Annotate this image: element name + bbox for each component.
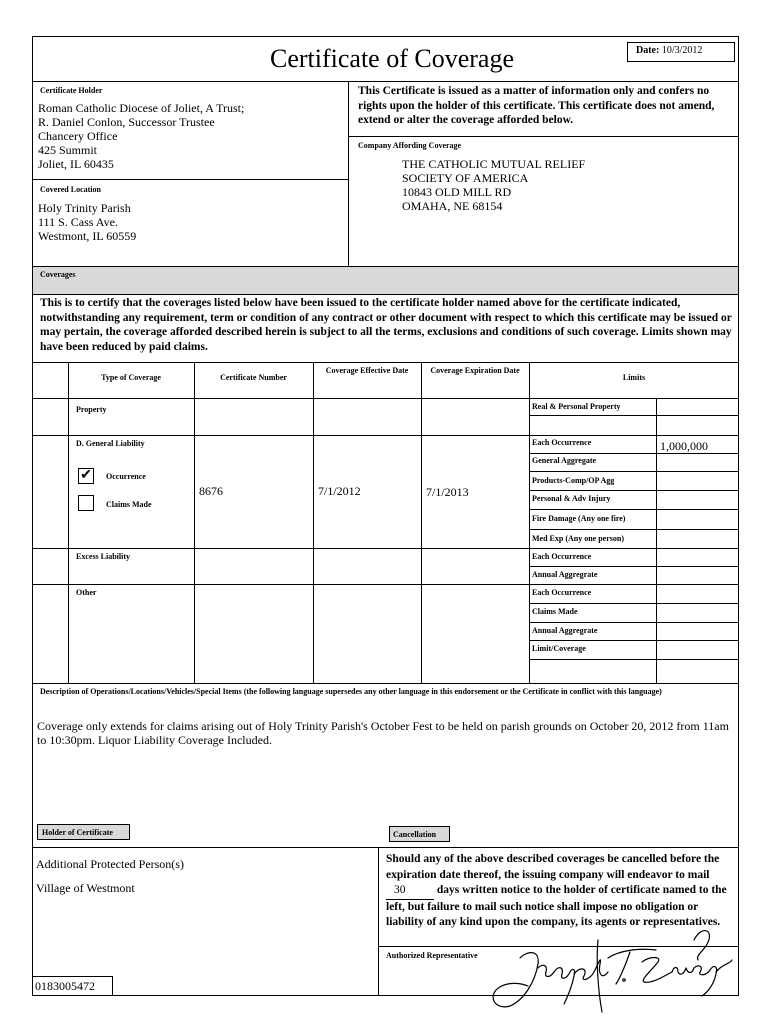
cancellation-part2: days written notice to the holder of certificate named to the left, but failure to mail such notice shall impose no obligation or liability of any kind upon the company, its agents or representatives. bbox=[386, 884, 727, 928]
certificate-notice: This Certificate is issued as a matter of information only and confers no rights upon the holder of this certificate. This certificate does not amend, extend or alter the coverage afforded below. bbox=[358, 85, 715, 126]
occurrence-label: Occurrence bbox=[106, 472, 146, 481]
coverages-bar bbox=[33, 266, 738, 295]
page-title: Certificate of Coverage bbox=[270, 44, 514, 73]
limit-gl-each-occurrence: Each Occurrence bbox=[532, 438, 592, 447]
notice-days: 30 bbox=[386, 883, 434, 900]
date-value: 10/3/2012 bbox=[661, 45, 703, 56]
limit-gl-each-occurrence-value: 1,000,000 bbox=[660, 439, 708, 453]
header-certificate-number: Certificate Number bbox=[220, 373, 287, 382]
holder-line: R. Daniel Conlon, Successor Trustee bbox=[38, 115, 215, 129]
coverages-statement: This is to certify that the coverages listed below have been issued to the certificate holder named above for the certificate indicated, notwithstanding any requirement, term or condition of any contract or other document with respect to which this certificate may be issued or may pertain, the coverage afforded described herein is subject to all the terms, exclusions and conditions of such coverage. Limits shown may have been reduced by paid claims. bbox=[40, 297, 732, 353]
company-line: THE CATHOLIC MUTUAL RELIEF bbox=[402, 157, 586, 171]
limit-coverage: Limit/Coverage bbox=[532, 644, 586, 653]
certificate-holder-address bbox=[38, 101, 244, 171]
type-excess-liability: Excess Liability bbox=[76, 552, 131, 561]
limit-other-each-occurrence: Each Occurrence bbox=[532, 588, 592, 597]
effective-date: 7/1/2012 bbox=[318, 484, 361, 498]
holder-of-certificate-label: Holder of Certificate bbox=[42, 828, 113, 837]
village-of-westmont: Village of Westmont bbox=[36, 881, 135, 895]
holder-line: Joliet, IL 60435 bbox=[38, 157, 114, 171]
occurrence-checkbox[interactable]: ✔ bbox=[78, 468, 94, 484]
limit-other-claims-made: Claims Made bbox=[532, 607, 578, 616]
holder-line: Roman Catholic Diocese of Joliet, A Trust; bbox=[38, 101, 245, 115]
company-line: OMAHA, NE 68154 bbox=[402, 199, 503, 213]
certificate-number: 8676 bbox=[199, 484, 223, 498]
date-box bbox=[627, 42, 735, 62]
header-expiration-date: Coverage Expiration Date bbox=[430, 366, 520, 375]
limit-med-exp: Med Exp (Any one person) bbox=[532, 534, 625, 543]
company-line: 10843 OLD MILL RD bbox=[402, 185, 512, 199]
location-line: 111 S. Cass Ave. bbox=[38, 215, 118, 229]
company-label: Company Affording Coverage bbox=[358, 141, 462, 150]
claims-made-checkbox[interactable] bbox=[78, 495, 94, 511]
limit-personal-adv-injury: Personal & Adv Injury bbox=[532, 494, 611, 503]
holder-line: Chancery Office bbox=[38, 129, 118, 143]
limit-excess-each-occurrence: Each Occurrence bbox=[532, 552, 592, 561]
type-general-liability: D. General Liability bbox=[76, 439, 145, 448]
expiration-date: 7/1/2013 bbox=[426, 485, 469, 499]
limit-general-aggregate: General Aggregate bbox=[532, 456, 597, 465]
header-type-of-coverage: Type of Coverage bbox=[101, 373, 161, 382]
cancellation-text bbox=[386, 852, 734, 931]
claims-made-label: Claims Made bbox=[106, 500, 152, 509]
location-line: Holy Trinity Parish bbox=[38, 201, 131, 215]
location-line: Westmont, IL 60559 bbox=[38, 229, 137, 243]
company-address bbox=[402, 157, 585, 213]
covered-location-label: Covered Location bbox=[40, 185, 101, 194]
coverages-label: Coverages bbox=[40, 270, 76, 279]
holder-id: 0183005472 bbox=[32, 976, 113, 996]
type-other: Other bbox=[76, 588, 97, 597]
additional-protected-persons: Additional Protected Person(s) bbox=[36, 857, 184, 871]
description-label: Description of Operations/Locations/Vehicles/Special Items (the following language supersedes any other language in this endorsement or the Certificate in conflict with this language) bbox=[40, 687, 662, 696]
header-limits: Limits bbox=[622, 373, 646, 382]
type-property: Property bbox=[76, 405, 107, 414]
limit-fire-damage: Fire Damage (Any one fire) bbox=[532, 514, 626, 523]
limit-real-personal-property: Real & Personal Property bbox=[532, 402, 621, 411]
date-label: Date: bbox=[636, 45, 660, 56]
company-line: SOCIETY OF AMERICA bbox=[402, 171, 529, 185]
authorized-signature bbox=[480, 920, 740, 1016]
limit-products-comp: Products-Comp/OP Agg bbox=[532, 476, 615, 485]
cancellation-part1: Should any of the above described coverages be cancelled before the expiration date thereof, the issuing company will endeavor to mail bbox=[386, 853, 720, 881]
description-text: Coverage only extends for claims arising out of Holy Trinity Parish's October Fest to be held on parish grounds on October 20, 2012 from 11am to 10:30pm. Liquor Liability Coverage Included. bbox=[37, 719, 729, 747]
limit-excess-annual-aggregate: Annual Aggregrate bbox=[532, 570, 598, 579]
limit-other-annual-aggregate: Annual Aggregrate bbox=[532, 626, 598, 635]
header-effective-date: Coverage Effective Date bbox=[325, 366, 409, 375]
covered-location-address bbox=[38, 201, 136, 243]
authorized-representative-label: Authorized Representative bbox=[386, 951, 478, 960]
certificate-holder-label: Certificate Holder bbox=[40, 86, 103, 95]
holder-line: 425 Summit bbox=[38, 143, 98, 157]
cancellation-label: Cancellation bbox=[393, 830, 437, 839]
